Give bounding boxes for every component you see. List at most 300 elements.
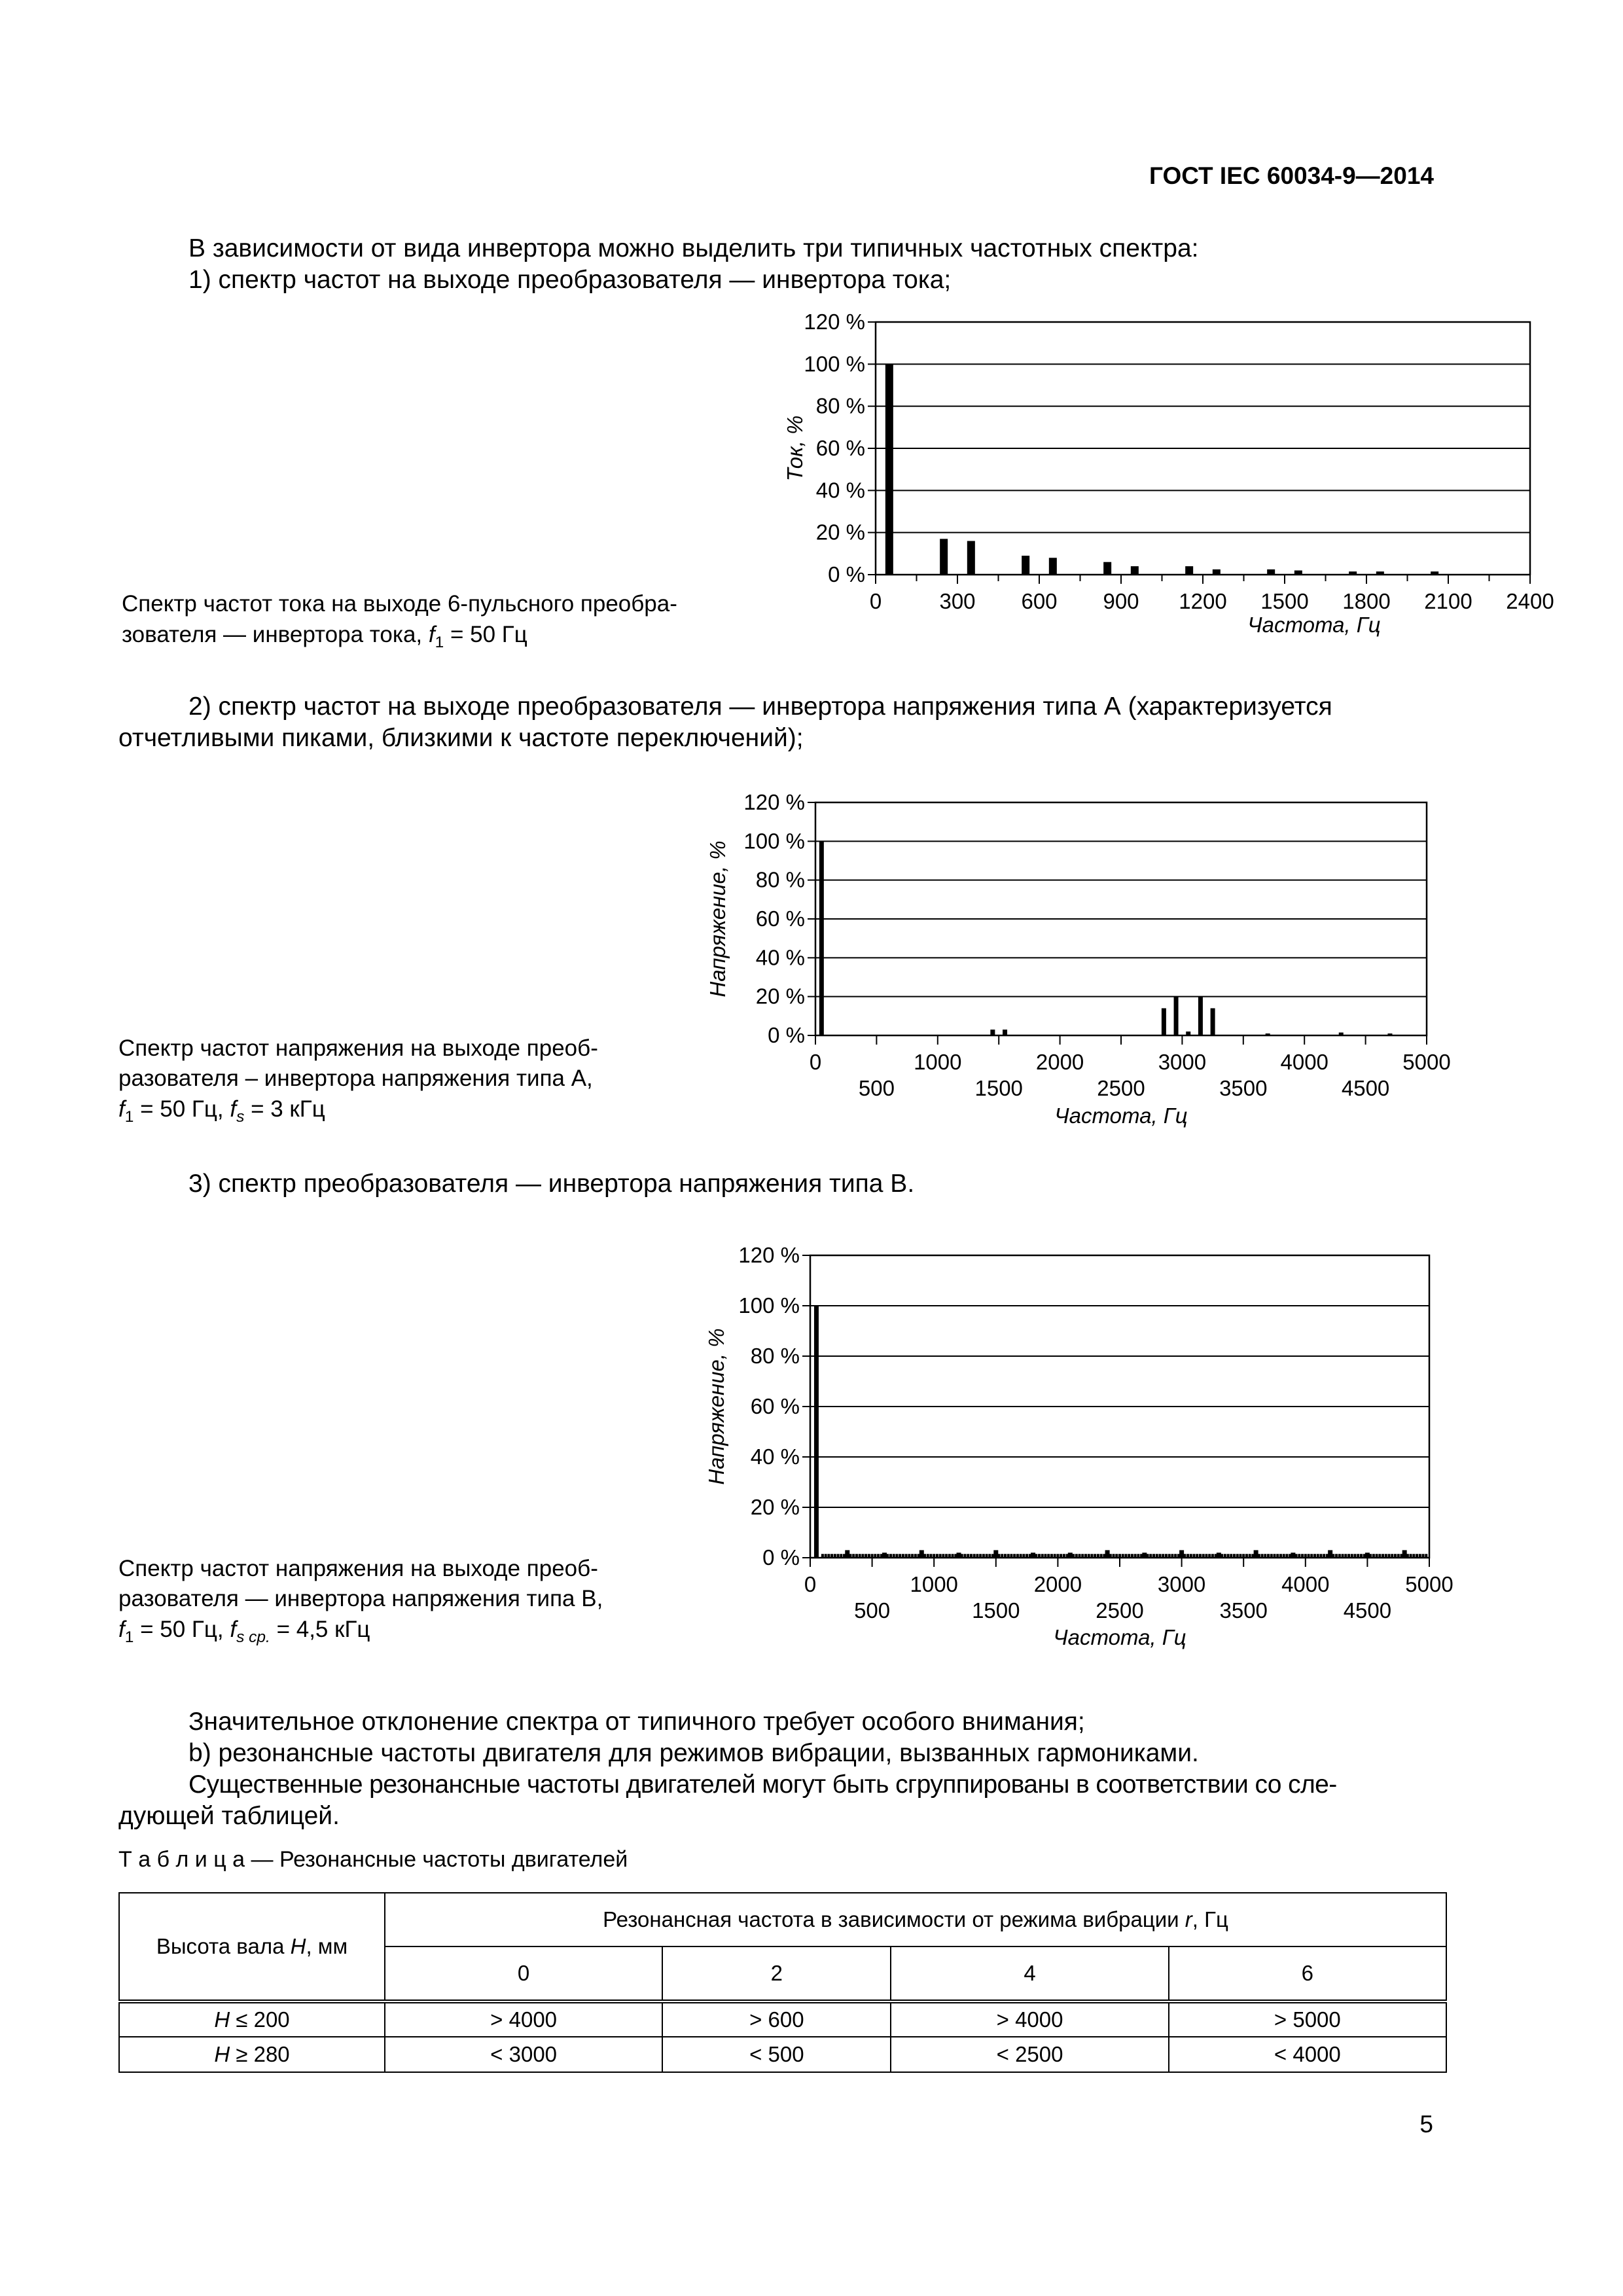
x-tick-label: 900	[1103, 589, 1139, 613]
bar	[923, 1554, 926, 1558]
row-height-label: H ≥ 280	[119, 2037, 385, 2072]
header-resonance-frequency: Резонансная частота в зависимости от режима вибрации r, Гц	[385, 1893, 1446, 1946]
x-tick-label: 1200	[1179, 589, 1227, 613]
y-tick-label: 100 %	[804, 351, 865, 376]
x-tick-label: 5000	[1405, 1572, 1454, 1596]
bar	[865, 1554, 867, 1558]
x-tick-label: 500	[858, 1076, 895, 1100]
y-tick-label: 20 %	[815, 520, 865, 545]
bar	[1338, 1554, 1341, 1558]
bar	[1276, 1554, 1279, 1558]
bar	[840, 1554, 842, 1558]
chart2-caption-line3: $f_1 = 50$ Гц, $f_s = 3$ кГц	[118, 1096, 325, 1126]
bar	[1100, 1554, 1103, 1558]
bar	[1308, 1554, 1310, 1558]
bar	[1245, 1554, 1248, 1558]
table-cell: < 4000	[1169, 2037, 1446, 2072]
y-tick-label: 60 %	[750, 1394, 800, 1418]
bar	[846, 1554, 849, 1558]
bar	[1403, 1554, 1406, 1558]
bar	[986, 1554, 988, 1558]
bar	[1342, 1554, 1344, 1558]
bar	[1183, 1554, 1186, 1558]
bar	[1202, 1554, 1205, 1558]
bar	[1211, 1554, 1214, 1558]
bar	[939, 1554, 942, 1558]
bar	[929, 1554, 932, 1558]
chart-voltage-type-b	[681, 1228, 1459, 1650]
bar	[942, 1554, 944, 1558]
chart-voltage-b-svg	[681, 1228, 1459, 1647]
bar	[1174, 997, 1179, 1035]
bar	[830, 1554, 833, 1558]
chart1-caption-line1: Спектр частот тока на выходе 6-пульсного преобра-	[122, 591, 677, 617]
bar	[837, 1554, 840, 1558]
table-row	[119, 2037, 1446, 2072]
bar	[1369, 1554, 1372, 1558]
bar	[1049, 558, 1057, 575]
header-shaft-height: Высота вала H, мм	[119, 1893, 385, 2001]
y-axis-title: Напряжение, %	[704, 1328, 728, 1485]
table-cell: < 2500	[891, 2037, 1168, 2072]
bar	[1294, 571, 1302, 575]
bar	[1270, 1554, 1273, 1558]
bar	[1199, 1554, 1202, 1558]
bar	[952, 1554, 954, 1558]
y-tick-label: 40 %	[755, 945, 805, 970]
bar	[1264, 1554, 1266, 1558]
y-tick-label: 40 %	[750, 1444, 800, 1469]
bar	[1050, 1554, 1053, 1558]
y-tick-label: 120 %	[743, 790, 805, 814]
table-cell: < 500	[662, 2037, 891, 2072]
bar	[1326, 1554, 1329, 1558]
bar	[1211, 1008, 1215, 1035]
y-tick-label: 20 %	[750, 1495, 800, 1519]
bar	[1190, 1554, 1192, 1558]
bar	[1400, 1554, 1402, 1558]
bar	[849, 1554, 851, 1558]
x-tick-label: 2500	[1097, 1076, 1145, 1100]
chart1-caption-line2: зователя — инвертора тока, $f_1 = 50$ Гц	[122, 622, 527, 651]
bar	[1335, 1554, 1338, 1558]
list-item-1: 1) спектр частот на выходе преобразователя — инвертора тока;	[188, 266, 952, 294]
bar	[899, 1554, 901, 1558]
bar	[1029, 1554, 1031, 1558]
bar	[1227, 1554, 1230, 1558]
bar	[1310, 1554, 1313, 1558]
bar	[945, 1554, 948, 1558]
bar	[1106, 1554, 1109, 1558]
x-tick-label: 3000	[1158, 1050, 1207, 1074]
x-axis-title: Частота, Гц	[1054, 1103, 1188, 1128]
y-tick-label: 80 %	[755, 867, 805, 892]
bar	[964, 1554, 967, 1558]
bar	[976, 1554, 978, 1558]
list-item-3: 3) спектр преобразователя — инвертора напряжения типа В.	[188, 1170, 915, 1198]
bar	[1224, 1554, 1226, 1558]
bar	[1313, 1554, 1316, 1558]
bar	[1109, 1554, 1112, 1558]
bar	[1186, 1554, 1189, 1558]
x-tick-label: 0	[809, 1050, 822, 1074]
bar	[1397, 1554, 1400, 1558]
bar	[1267, 1554, 1270, 1558]
bar	[1332, 1554, 1334, 1558]
bar	[1044, 1554, 1046, 1558]
bar	[1103, 562, 1111, 575]
bar	[821, 1554, 824, 1558]
bar	[1122, 1554, 1124, 1558]
bar	[1289, 1554, 1291, 1558]
bar	[1162, 1554, 1164, 1558]
x-tick-label: 2500	[1096, 1598, 1144, 1623]
bar	[1056, 1554, 1059, 1558]
bar	[814, 1306, 819, 1558]
bar	[1215, 1554, 1217, 1558]
bar	[1143, 1554, 1146, 1558]
bar	[843, 1554, 846, 1558]
header-mode-2: 2	[662, 1946, 891, 2001]
bar	[1249, 1554, 1251, 1558]
header-mode-0: 0	[385, 1946, 662, 2001]
bar	[1165, 1554, 1168, 1558]
bar	[1366, 1554, 1368, 1558]
y-tick-label: 80 %	[750, 1344, 800, 1368]
y-tick-label: 100 %	[743, 829, 805, 853]
y-tick-label: 100 %	[738, 1293, 800, 1318]
bar	[1128, 1554, 1130, 1558]
bar	[871, 1554, 874, 1558]
bar	[967, 541, 975, 575]
bar	[1004, 1554, 1007, 1558]
x-tick-label: 500	[854, 1598, 891, 1623]
bar	[1041, 1554, 1044, 1558]
bar	[1258, 1554, 1260, 1558]
bar	[1001, 1554, 1003, 1558]
bar	[1147, 1554, 1149, 1558]
x-tick-label: 600	[1021, 589, 1058, 613]
bar	[880, 1554, 883, 1558]
bar	[1353, 1554, 1356, 1558]
bar	[1376, 571, 1384, 575]
bar	[1319, 1554, 1322, 1558]
bar	[1292, 1554, 1294, 1558]
bar	[1022, 556, 1029, 575]
bar	[1279, 1554, 1282, 1558]
row-height-label: H ≤ 200	[119, 2001, 385, 2037]
bar	[1431, 571, 1438, 575]
chart3-caption-line3: $f_1 = 50$ Гц, $f_{s ср.} = 4,5$ кГц	[118, 1617, 370, 1646]
bar	[902, 1554, 904, 1558]
paragraph-deviation: Значительное отклонение спектра от типичного требует особого внимания;	[188, 1708, 1085, 1736]
bar	[957, 1554, 960, 1558]
bar	[995, 1554, 997, 1558]
bar	[895, 1554, 898, 1558]
bar	[1410, 1554, 1412, 1558]
x-tick-label: 2100	[1424, 589, 1472, 613]
table-cell: > 600	[662, 2001, 891, 2037]
bar	[1213, 569, 1221, 575]
bar	[998, 1554, 1001, 1558]
bar	[967, 1554, 969, 1558]
x-tick-label: 0	[869, 589, 882, 613]
bar	[920, 1554, 923, 1558]
x-tick-label: 1500	[1260, 589, 1309, 613]
bar	[1349, 571, 1357, 575]
table-cell: > 4000	[385, 2001, 662, 2037]
header-mode-4: 4	[891, 1946, 1168, 2001]
bar	[1113, 1554, 1115, 1558]
bar	[1267, 569, 1275, 575]
bar	[874, 1554, 876, 1558]
bar	[1124, 1554, 1127, 1558]
bar	[1181, 1554, 1183, 1558]
y-tick-label: 0 %	[768, 1023, 805, 1047]
bar	[1115, 1554, 1118, 1558]
y-tick-label: 80 %	[815, 393, 865, 418]
bar	[936, 1554, 938, 1558]
bar	[1177, 1554, 1180, 1558]
bar	[1140, 1554, 1143, 1558]
x-tick-label: 2000	[1035, 1050, 1084, 1074]
bar	[982, 1554, 985, 1558]
bar	[1156, 1554, 1158, 1558]
bar	[1236, 1554, 1239, 1558]
x-tick-label: 1000	[914, 1050, 962, 1074]
x-tick-label: 4000	[1281, 1572, 1330, 1596]
header-mode-6: 6	[1169, 1946, 1446, 2001]
bar	[1357, 1554, 1359, 1558]
bar	[1158, 1554, 1161, 1558]
bar	[834, 1554, 836, 1558]
bar	[1131, 566, 1139, 575]
bar	[819, 841, 824, 1035]
bar	[885, 364, 893, 575]
x-tick-label: 300	[939, 589, 976, 613]
bar	[1391, 1554, 1393, 1558]
bar	[883, 1554, 886, 1558]
bar	[1425, 1554, 1427, 1558]
bar	[1347, 1554, 1350, 1558]
table-caption: Т а б л и ц а — Резонансные частоты двигателей	[118, 1847, 628, 1872]
bar	[1131, 1554, 1133, 1558]
bar	[893, 1554, 895, 1558]
bar	[1174, 1554, 1177, 1558]
bar	[1416, 1554, 1418, 1558]
bar	[1412, 1554, 1415, 1558]
x-tick-label: 3500	[1219, 1598, 1268, 1623]
bar	[979, 1554, 982, 1558]
bar	[1230, 1554, 1232, 1558]
chart-current-spectrum	[766, 308, 1554, 658]
bar	[1079, 1554, 1081, 1558]
bar	[914, 1554, 917, 1558]
bar	[933, 1554, 935, 1558]
bar	[1103, 1554, 1105, 1558]
bar	[1344, 1554, 1347, 1558]
bar	[1081, 1554, 1084, 1558]
page-number: 5	[1419, 2111, 1433, 2138]
bar	[908, 1554, 910, 1558]
bar	[1090, 1554, 1093, 1558]
bar	[1185, 566, 1193, 575]
paragraph-resonance-line2: дующей таблицей.	[118, 1802, 340, 1830]
list-item-2-line1: 2) спектр частот на выходе преобразователя — инвертора напряжения типа А (характеризуется	[188, 692, 1332, 721]
bar	[1298, 1554, 1300, 1558]
bar	[1094, 1554, 1096, 1558]
bar	[1035, 1554, 1037, 1558]
chart-current-svg	[766, 308, 1554, 655]
chart2-caption-line1: Спектр частот напряжения на выходе преоб-	[118, 1035, 598, 1061]
bar	[1137, 1554, 1139, 1558]
x-tick-label: 5000	[1402, 1050, 1451, 1074]
bar	[1304, 1554, 1307, 1558]
bar	[1020, 1554, 1022, 1558]
x-tick-label: 3000	[1157, 1572, 1206, 1596]
bar	[1097, 1554, 1099, 1558]
bar	[1118, 1554, 1121, 1558]
bar	[1261, 1554, 1264, 1558]
bar	[1378, 1554, 1381, 1558]
bar	[877, 1554, 880, 1558]
bar	[1016, 1554, 1019, 1558]
bar	[988, 1554, 991, 1558]
bar	[1422, 1554, 1425, 1558]
bar	[961, 1554, 963, 1558]
bar	[1054, 1554, 1056, 1558]
bar	[970, 1554, 972, 1558]
bar	[1013, 1554, 1016, 1558]
bar	[940, 539, 948, 575]
bar	[1063, 1554, 1065, 1558]
y-axis-title: Ток, %	[783, 415, 807, 482]
bar	[1363, 1554, 1366, 1558]
bar	[991, 1554, 994, 1558]
bar	[1152, 1554, 1155, 1558]
bar	[948, 1554, 951, 1558]
x-tick-label: 2000	[1033, 1572, 1082, 1596]
chart2-caption-line2: разователя – инвертора напряжения типа А,	[118, 1066, 593, 1091]
bar	[827, 1554, 830, 1558]
x-tick-label: 4000	[1280, 1050, 1329, 1074]
x-axis-title: Частота, Гц	[1053, 1625, 1186, 1649]
x-tick-label: 1500	[974, 1076, 1023, 1100]
bar	[1329, 1554, 1332, 1558]
bar	[1010, 1554, 1012, 1558]
bar	[1168, 1554, 1171, 1558]
bar	[1072, 1554, 1075, 1558]
bar	[1196, 1554, 1198, 1558]
bar	[1301, 1554, 1304, 1558]
x-tick-label: 4500	[1341, 1076, 1390, 1100]
bar	[1038, 1554, 1041, 1558]
bar	[1283, 1554, 1285, 1558]
x-axis-title: Частота, Гц	[1247, 613, 1381, 637]
bar	[1419, 1554, 1421, 1558]
bar	[1295, 1554, 1298, 1558]
bar	[1285, 1554, 1288, 1558]
bar	[1208, 1554, 1211, 1558]
bar	[1171, 1554, 1173, 1558]
bar	[1360, 1554, 1363, 1558]
bar	[1233, 1554, 1236, 1558]
bar	[1026, 1554, 1028, 1558]
paragraph-resonance-line1: Существенные резонансные частоты двигателей могут быть сгруппированы в соответствии со сле-	[188, 1770, 1337, 1799]
bar	[905, 1554, 908, 1558]
chart3-caption-line1: Спектр частот напряжения на выходе преоб-	[118, 1556, 598, 1581]
table-cell: < 3000	[385, 2037, 662, 2072]
y-tick-label: 20 %	[755, 984, 805, 1009]
x-tick-label: 1800	[1342, 589, 1391, 613]
bar	[1274, 1554, 1276, 1558]
bar	[1394, 1554, 1397, 1558]
chart-voltage-a-svg	[681, 776, 1459, 1130]
bar	[1388, 1554, 1391, 1558]
bar	[1266, 1033, 1270, 1035]
bar	[855, 1554, 858, 1558]
chart3-caption-line2: разователя — инвертора напряжения типа В,	[118, 1586, 603, 1611]
bar	[1060, 1554, 1062, 1558]
y-tick-label: 40 %	[815, 478, 865, 503]
bar	[1339, 1033, 1344, 1035]
bar	[954, 1554, 957, 1558]
bar	[868, 1554, 870, 1558]
bar	[1066, 1554, 1069, 1558]
bar	[1162, 1008, 1166, 1035]
y-tick-label: 0 %	[762, 1545, 800, 1570]
table-row	[119, 2001, 1446, 2037]
list-item-2-line2: отчетливыми пиками, близкими к частоте переключений);	[118, 724, 804, 752]
y-tick-label: 60 %	[815, 436, 865, 460]
y-tick-label: 0 %	[828, 562, 865, 586]
bar	[1242, 1554, 1245, 1558]
bar	[859, 1554, 861, 1558]
bar	[1075, 1554, 1078, 1558]
y-tick-label: 60 %	[755, 906, 805, 931]
bar	[1351, 1554, 1353, 1558]
bar	[1255, 1554, 1257, 1558]
x-tick-label: 0	[804, 1572, 817, 1596]
x-tick-label: 1000	[910, 1572, 958, 1596]
bar	[886, 1554, 889, 1558]
bar	[1385, 1554, 1387, 1558]
y-tick-label: 120 %	[804, 310, 865, 334]
bar	[1239, 1554, 1241, 1558]
bar	[1406, 1554, 1409, 1558]
bar	[1205, 1554, 1207, 1558]
document-code: ГОСТ IEC 60034-9—2014	[1149, 162, 1434, 189]
list-item-b: b) резонансные частоты двигателя для режимов вибрации, вызванных гармониками.	[188, 1739, 1199, 1767]
bar	[1372, 1554, 1375, 1558]
bar	[1323, 1554, 1325, 1558]
bar	[1221, 1554, 1223, 1558]
resonance-table	[118, 1892, 1447, 2073]
y-axis-title: Напряжение, %	[705, 840, 730, 997]
bar	[1186, 1031, 1190, 1035]
bar	[825, 1554, 827, 1558]
bar	[918, 1554, 920, 1558]
bar	[1084, 1554, 1087, 1558]
bar	[852, 1554, 855, 1558]
bar	[1317, 1554, 1319, 1558]
x-tick-label: 3500	[1219, 1076, 1268, 1100]
bar	[911, 1554, 914, 1558]
bar	[1088, 1554, 1090, 1558]
x-tick-label: 1500	[972, 1598, 1020, 1623]
bar	[1007, 1554, 1010, 1558]
bar	[1032, 1554, 1035, 1558]
